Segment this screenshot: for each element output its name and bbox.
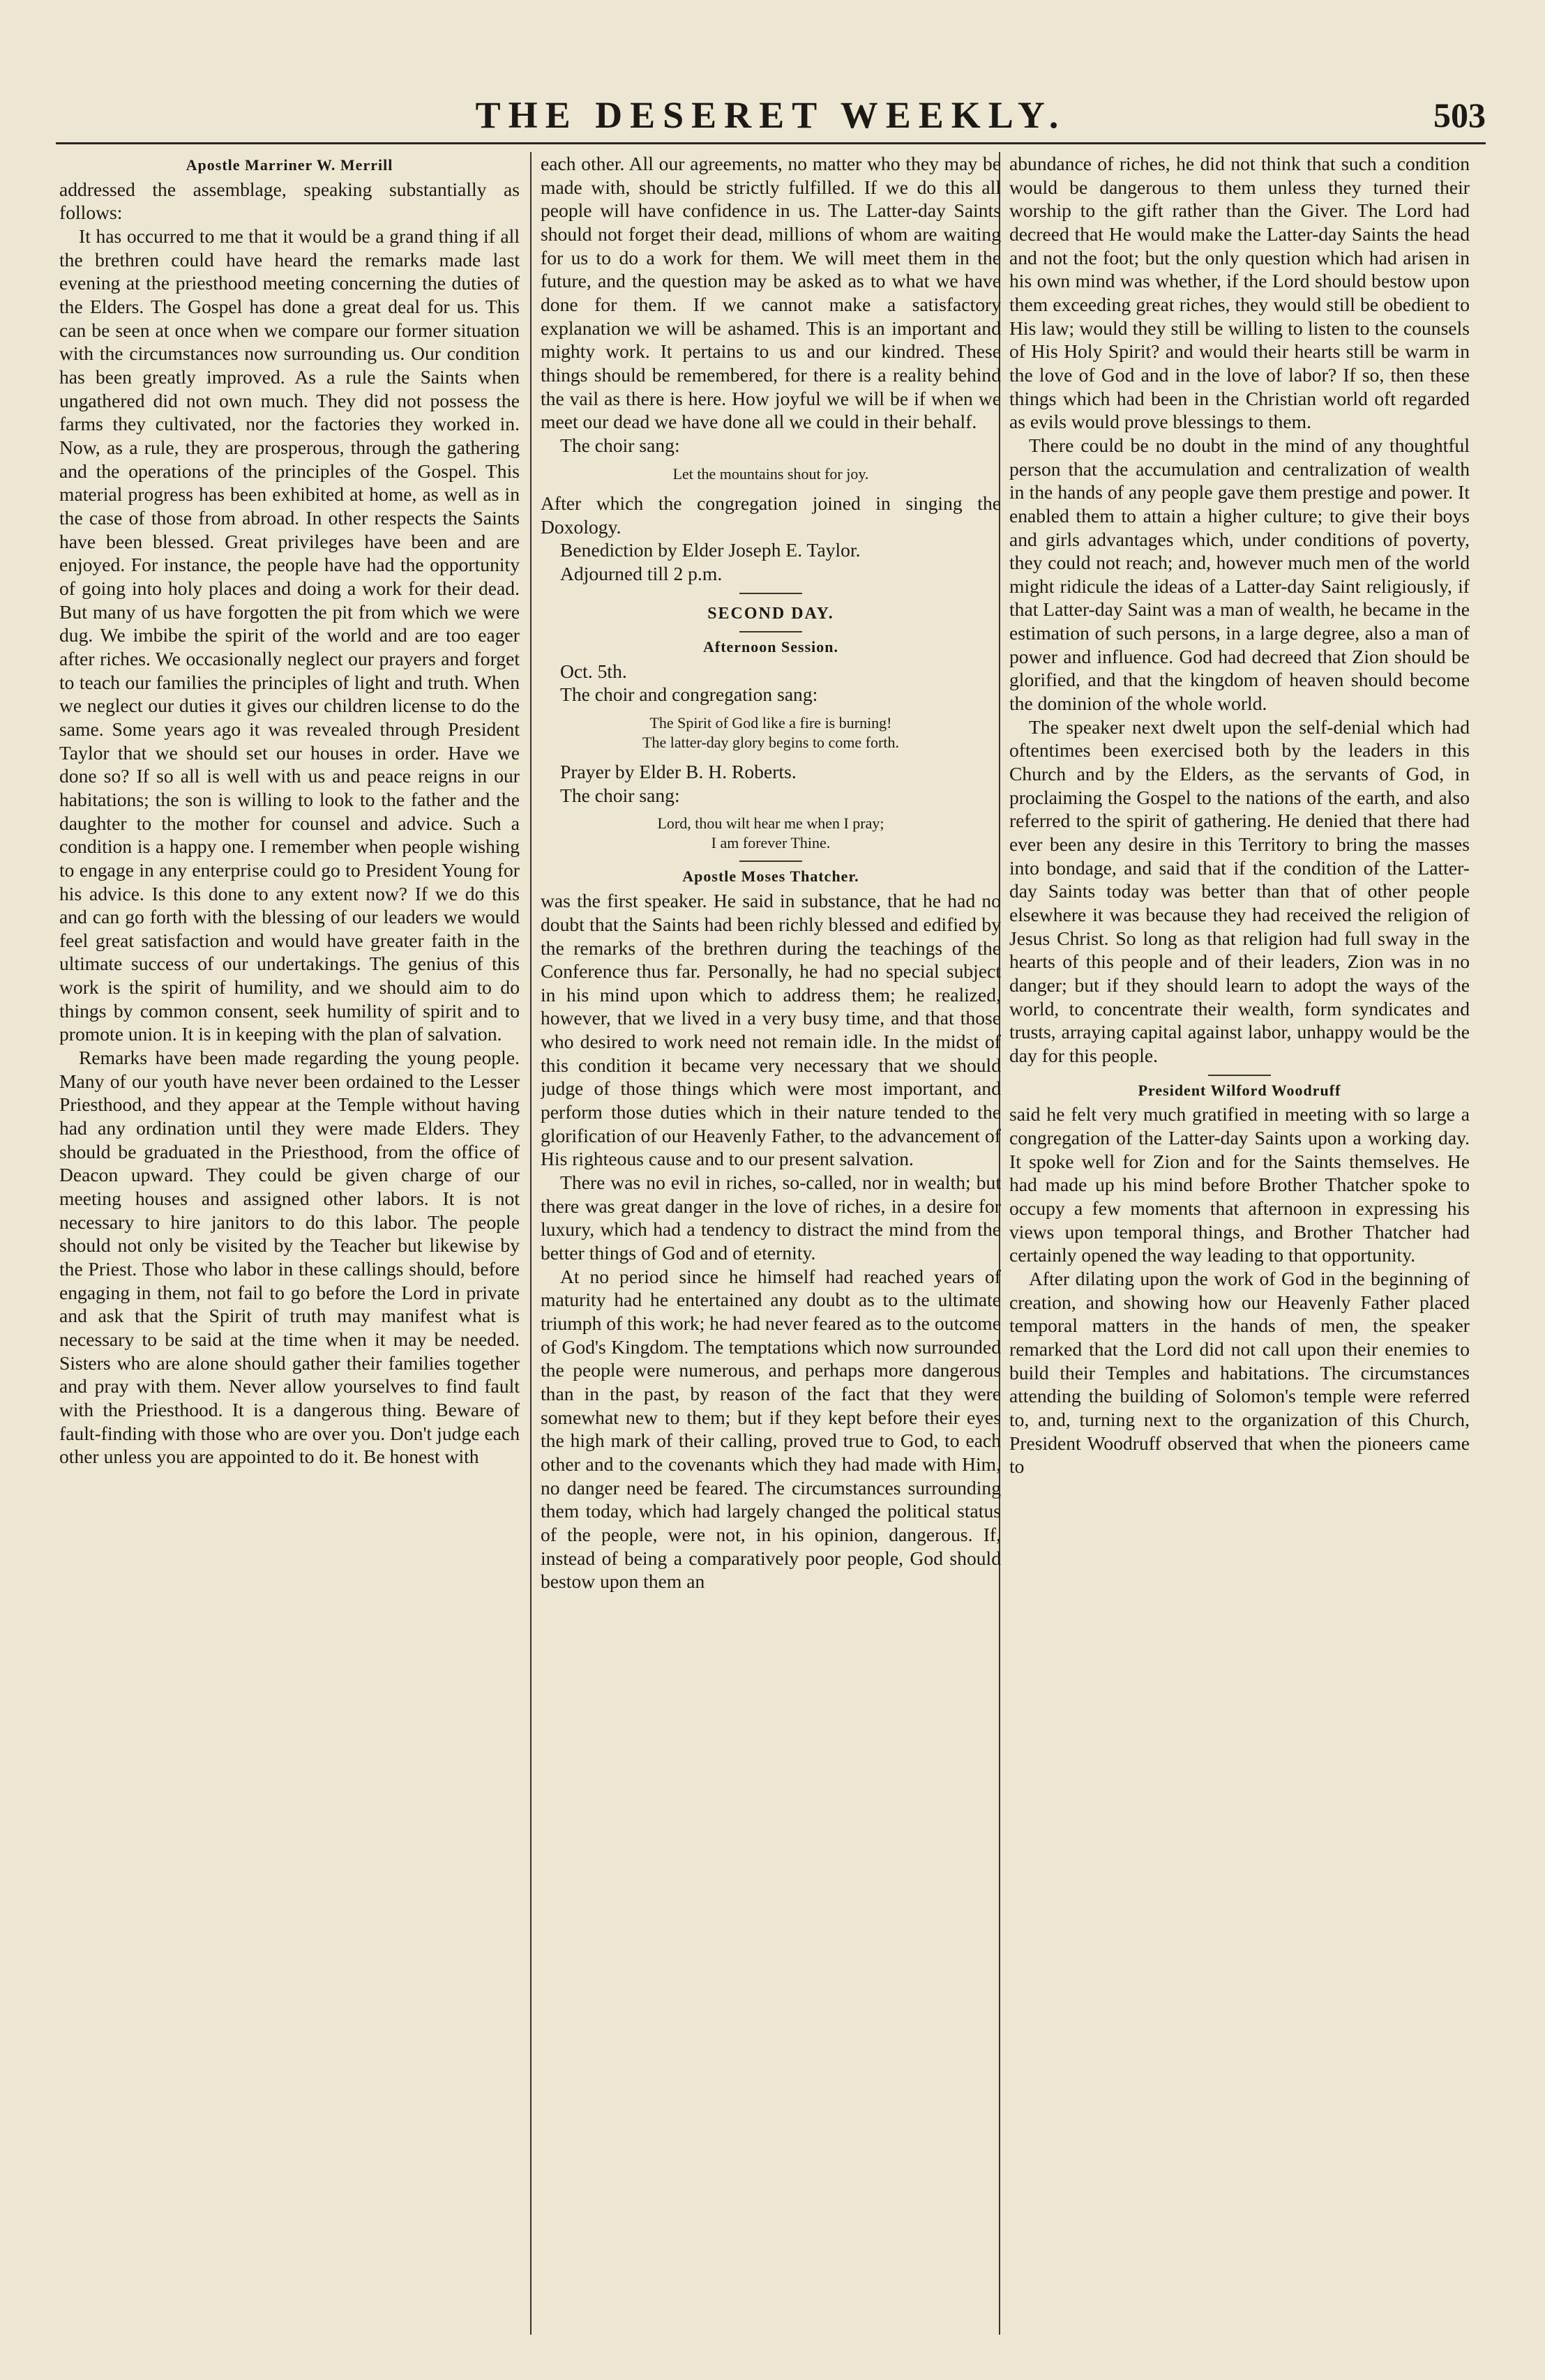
section-rule	[739, 631, 802, 632]
column-2	[541, 152, 1001, 2335]
column-1	[59, 152, 520, 2335]
article-paragraph: Benediction by Elder Joseph E. Taylor.	[560, 539, 861, 561]
speaker-heading: President Wilford Woodruff	[1138, 1081, 1341, 1099]
masthead	[56, 92, 1486, 144]
section-rule	[1208, 1075, 1271, 1076]
article-paragraph: each other. All our agreements, no matter who they may be made with, should be strictly fulfilled. If we do this all people will have confidence in us. The Latter-day Saints should not forget their dead, millions of whom are waiting for us to do a work for them. We will meet them in the future, and the question may be asked as to what we have done for them. If we cannot make a satisfactory explanation we will be ashamed. This is an important and mighty work. It pertains to us and our kindred. These things should be remembered, for there is a reality behind the vail as there is here. How joyful we will be if when we meet our dead we have done all we could in their behalf.	[541, 153, 1001, 433]
hymn-line: The latter-day glory begins to come forth.	[642, 733, 899, 751]
article-paragraph: After dilating upon the work of God in the beginning of creation, and showing how our Heavenly Father placed temporal matters in the hands of men, the speaker remarked that the Lord did not call upon their enemies to build their Temples and habitations. The circumstances attending the building of Solomon's temple were referred to, and, turning next to the organization of this Church, President Woodruff observed that when the pioneers came to	[1009, 1268, 1470, 1478]
publication-title: THE DESERET WEEKLY.	[475, 94, 1067, 136]
column-divider	[530, 152, 532, 2335]
section-rule	[739, 861, 802, 862]
article-paragraph: addressed the assemblage, speaking substantially as follows:	[59, 178, 520, 224]
article-paragraph: Remarks have been made regarding the young people. Many of our youth have never been ordained to the Lesser Priesthood, and they appear at the Temple without having had any ordination until they were made Elders. They should be graduated in the Priesthood, from the office of Deacon upward. They could be given charge of our meeting houses and assigned other labors. It is not necessary to hire janitors to do this labor. The people should not only be visited by the Teacher but likewise by the Priest. Those who labor in these callings should, before engaging in them, not fail to go before the Lord in private and ask that the Spirit of truth may manifest what is necessary to be said at the time when it may be needed. Sisters who are alone should gather their families together and pray with them. Never allow yourselves to find fault with the Priesthood. It is a dangerous thing. Beware of fault-finding with those who are over you. Don't judge each other unless you are appointed to do it. Be honest with	[59, 1047, 520, 1468]
hymn-line: Let the mountains shout for joy.	[672, 464, 869, 483]
page-number: 503	[1433, 96, 1486, 135]
hymn-title	[541, 464, 1001, 484]
article-paragraph: There could be no doubt in the mind of any thoughtful person that the accumulation and centralization of wealth in the hands of any people gave them prestige and power. It enabled them to attain a higher culture; to give their boys and girls advantages which, under conditions of poverty, they could not reach; and, however much men of the world might ridicule the ideas of a Latter-day Saint religiously, if that Latter-day Saint was a man of wealth, he became in the estimation of such persons, in a large degree, also a man of power and influence. God had decreed that Zion should be glorified, and that the kingdom of heaven should become the dominion of the whole world.	[1009, 434, 1470, 715]
second-day-heading: SECOND DAY.	[707, 604, 834, 623]
speaker-heading: Apostle Moses Thatcher.	[682, 867, 859, 886]
article-paragraph: said he felt very much gratified in meeting with so large a congregation of the Latter-day Saints upon a working day. It spoke well for Zion and for the Saints themselves. He had made up his mind before Brother Thatcher spoke to occupy a few moments that afternoon in expressing his views upon temporal things, and Brother Thatcher had certainly opened the way leading to that opportunity.	[1009, 1103, 1470, 1266]
article-paragraph: It has occurred to me that it would be a grand thing if all the brethren could have heard the remarks made last evening at the priesthood meeting concerning the duties of the Elders. The Gospel has done a great deal for us. This can be seen at once when we compare our former situation with the circumstances now surrounding us. Our condition has been greatly improved. As a rule the Saints when ungathered did not own much. They did not possess the farms they cultivated, nor the factories they worked in. Now, as a rule, they are prosperous, through the gathering and the operations of the principles of the Gospel. This material progress has been exhibited at home, as well as in the case of those from abroad. In other respects the Saints have been blessed. Great privileges have been and are enjoyed. For instance, the people have had the opportunity of going into holy places and doing a work for their dead. But many of us have forgotten the pit from which we were dug. We imbibe the spirit of the world and are too eager after riches. We occasionally neglect our prayers and forget to teach our families the principles of light and truth. When we neglect our duties it gives our children license to do the same. Some years ago it was revealed through President Taylor that we should set our houses in order. Have we done so? If so all is well with us and peace reigns in our habitations; the son is willing to look to the father and the daughter to the mother for counsel and advice. Such a condition is a happy one. I remember when people wishing to engage in any enterprise could go to President Young for his advice. Is this done to any extent now? If we do this and can go forth with the blessing of our leaders we would feel great satisfaction and would have greater faith in the ultimate success of our undertakings. The genius of this work is the spirit of humility, and we should aim to do things by common consent, seek humility of spirit and to promote union. It is in keeping with the plan of salvation.	[59, 225, 520, 1045]
article-paragraph: The choir and congregation sang:	[560, 683, 818, 706]
date-line: Oct. 5th.	[560, 660, 627, 682]
article-paragraph: was the first speaker. He said in substance, that he had no doubt that the Saints had been richly blessed and edified by the remarks of the brethren during the teachings of the Conference thus far. Personally, he had no special subject in his mind upon which to address them; he realized, however, that we lived in a very busy time, and that those who desired to work need not remain idle. In the midst of this condition it became very necessary that we should judge of those things which were most important, and perform those duties which in their nature tended to the glorification of our Heavenly Father, to the advancement of His righteous cause and to our present salvation.	[541, 890, 1001, 1170]
article-paragraph: Prayer by Elder B. H. Roberts.	[560, 761, 797, 783]
hymn-title	[541, 713, 1001, 752]
article-paragraph: Adjourned till 2 p.m.	[560, 563, 723, 584]
article-paragraph: abundance of riches, he did not think that such a condition would be dangerous to them unless they turned their worship to the gift rather than the Giver. The Lord had decreed that He would make the Latter-day Saints the head and not the foot; but the only question which had arisen in his own mind was whether, if the Lord should bestow upon them exceeding great riches, they would still be obedient to His law; would they still be willing to listen to the counsels of His Holy Spirit? and would their hearts still be warm in the love of God and in the love of labor? If so, then these things which had been in the Christian world oft regarded as evils would prove blessings to them.	[1009, 153, 1470, 433]
article-paragraph: The speaker next dwelt upon the self-denial which had oftentimes been exercised both by the leaders in this Church and by the Elders, as the servants of God, in proclaiming the Gospel to the nations of the earth, and also referred to the spirit of gathering. He denied that there had ever been any desire in this Territory to bring the masses into bondage, and said that if the condition of the Latter-day Saints today was better than that of other people elsewhere it was because they had received the religion of Jesus Christ. So long as that religion had full sway in the hearts of this people and of their leaders, Zion was in no danger; but if they should learn to adopt the ways of the world, to concentrate their wealth, form syndicates and trusts, arraying capital against labor, unhappy would be the day for this people.	[1009, 715, 1470, 1066]
article-paragraph: After which the congregation joined in singing the Doxology.	[541, 492, 1001, 538]
article-paragraph: There was no evil in riches, so-called, nor in wealth; but there was great danger in the love of riches, in a desire for luxury, which had a tendency to distract the mind from the better things of God and of eternity.	[541, 1172, 1001, 1264]
hymn-line: I am forever Thine.	[711, 833, 831, 851]
hymn-line: The Spirit of God like a fire is burning!	[649, 714, 892, 732]
hymn-title	[541, 814, 1001, 852]
section-rule	[739, 593, 802, 594]
session-heading: Afternoon Session.	[702, 637, 838, 655]
article-paragraph: At no period since he himself had reached years of maturity had he entertained any doubt as to the ultimate triumph of this work; he had never feared as to the outcome of God's Kingdom. The temptations which now surrounded the people were numerous, and perhaps more dangerous than in the past, by reason of the fact that they were somewhat new to them; but if they kept before their eyes the high mark of their calling, proved true to God, to each other and to the covenants which they had made with Him, no danger need be feared. The circumstances surrounding them today, which had largely changed the political status of the people, were not, in his opinion, dangerous. If, instead of being a comparatively poor people, God should bestow upon them an	[541, 1265, 1001, 1593]
column-3	[1009, 152, 1470, 2335]
article-paragraph: The choir sang:	[560, 434, 680, 456]
speaker-heading: Apostle Marriner W. Merrill	[186, 156, 393, 174]
hymn-line: Lord, thou wilt hear me when I pray;	[657, 814, 884, 833]
article-paragraph: The choir sang:	[560, 784, 680, 806]
